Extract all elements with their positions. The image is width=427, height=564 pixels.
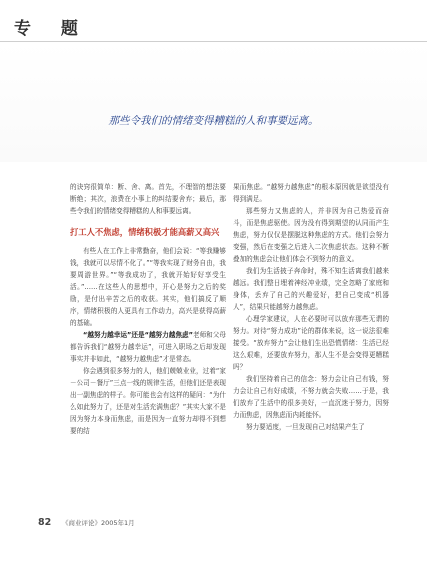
page-footer: [12, 513, 412, 533]
paragraph: 我们为生活披子奔命时，殊不知生活离我们越来越远。我们整日埋着神经冲业绩，完全忽略了家庭和身体，丢弃了自己的兴趣爱好，把自己变成“机器人”，结果只能越努力越焦虑。: [233, 267, 389, 311]
paragraph: 那些努力又焦虑的人，并非因为自己热爱而奋斗，而是焦虑驱使。因为没有得到期望的认同而产生焦虑，努力仅仅是摆脱这种焦虑的方式。他们会努力变强，然后在变强之后进入二次焦虑状态。这种不断叠加的焦虑会让他们体会不到努力的意义。: [233, 207, 389, 263]
paragraph: 我们坚持着自己的信念：努力会让自己有钱，努力会让自己有好成绩，不努力就会失败……于是，我们放弃了生活中的很多美好，一直沉迷于努力，因努力而焦虑，因焦虑而内耗能怀。: [233, 375, 389, 419]
pull-quote: 那些令我们的情绪变得糟糕的人和事要远离。: [108, 115, 319, 127]
section-title: 专 题: [14, 19, 90, 39]
paragraph-text: 老师和父母都告诉我们“越努力越幸运”，可进入职场之后却发现事实并非如此，“越努力越焦虑”才是常态。: [70, 331, 226, 363]
paragraph: 努力要适度，一旦发现自己对结果产生了: [246, 423, 365, 431]
paragraph: 的诀窍很简单：断、舍、离。首先，不理智的想法要断绝；其次，浪费在小事上的纠结要舍弃；最后，那些令我们的情绪变得糟糕的人和事要远离。: [70, 183, 226, 215]
bold-lead: “越努力越幸运”还是“越努力越焦虑”: [83, 331, 193, 339]
right-column: [233, 181, 389, 433]
paragraph: 心理学家建议，人在必要时可以放弃那些无谓的努力。对待“努力成功”论的群体来说，这一说法很难接受。“放弃努力”会让他们生出恐慌情绪：生活已经这么艰难，还要放弃努力，那人生不是会变得更糟糕吗？: [233, 315, 389, 371]
publication-name: 《商业评论》2005年1月: [62, 519, 135, 527]
hero-area: [0, 42, 427, 162]
paragraph: 你会遇到很多努力的人，他们兢兢业业，过着“家－公司－餐厅”三点一线的规律生活，但他们还是表现出一副焦虑的样子。你可能也会有这样的疑问：“为什么如此努力了，还是对生活充满焦虑？”其实大家不是因为努力本身而焦虑，而是因为一直努力却得不到想要的结: [70, 367, 226, 435]
page-number: 82: [38, 517, 52, 528]
paragraph: 果而焦虑。“越努力越焦虑”的根本原因就是欲望没有得到满足。: [233, 183, 389, 203]
paragraph: 有些人在工作上非常勤奋，他们会说：“等我赚够钱，我就可以尽情不化了。”“等我实现了财务自由，我要周游世界。”“等我成功了，我就开始好好享受生活。”……在这些人的思想中，开心是努力之后的奖励，是付出辛苦之后的收获。其实，他们搞反了顺序，情绪积极的人更具有工作动力，高兴是获得高薪的基础。: [70, 247, 226, 327]
left-column: [70, 181, 226, 437]
section-subheading: 打工人不焦虑，情绪积极才能高薪又高兴: [70, 227, 220, 237]
paragraph: [70, 329, 226, 365]
